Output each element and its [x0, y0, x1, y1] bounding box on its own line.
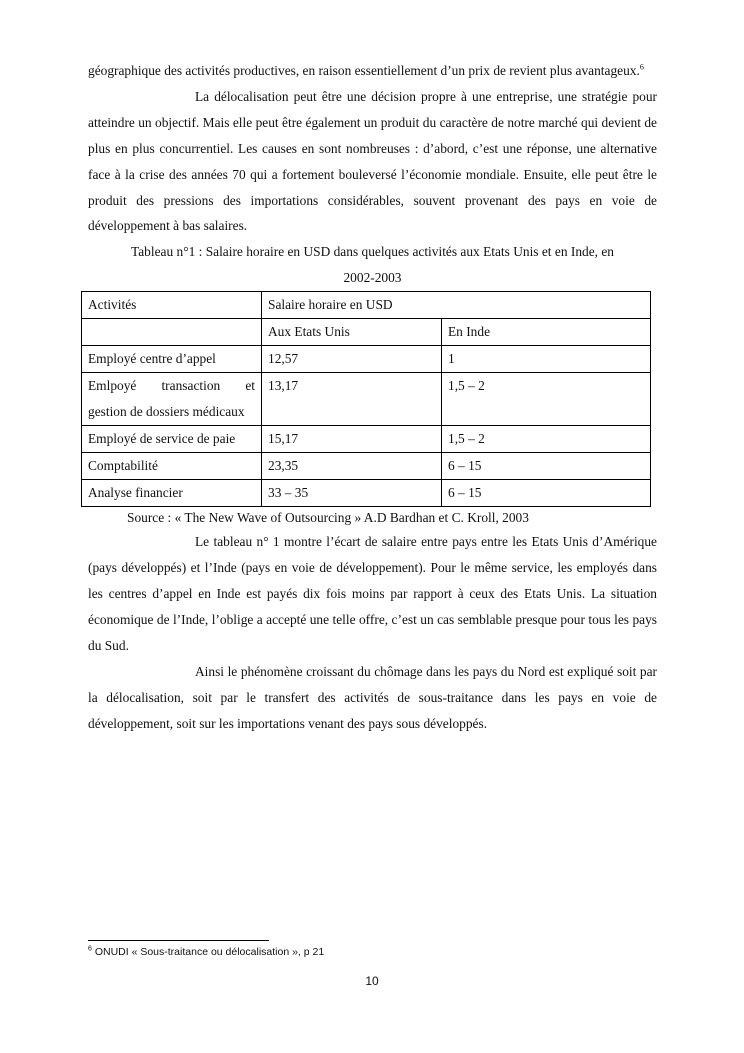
cell-activity: Employé centre d’appel — [82, 346, 262, 373]
cell-activity — [82, 373, 262, 426]
header-salaire: Salaire horaire en USD — [262, 292, 651, 319]
footnote-divider — [88, 940, 269, 941]
paragraph-delocalisation: La délocalisation peut être une décision propre à une entreprise, une stratégie pour atteindre un objectif. Mais elle peut être également un produit du caractère de notre marché qui devient de plus en plus concurrentiel. Les causes en sont nombreuses : d’abord, c’est une réponse, une alternative face à la crise des années 70 qui a fortement bouleversé l’économie mondiale. Ensuite, elle peut être le produit des pressions des importations considérables, souvent provenant des pays en voie de développement à bas salaires. — [88, 88, 657, 234]
page-number: 10 — [365, 974, 379, 988]
subheader-empty — [82, 319, 262, 346]
footnote — [88, 946, 324, 958]
cell-india: 6 – 15 — [442, 480, 651, 507]
document-body — [88, 58, 657, 736]
cell-india: 6 – 15 — [442, 453, 651, 480]
table-row — [82, 480, 651, 507]
table-caption — [88, 239, 657, 291]
table-source: Source : « The New Wave of Outsourcing » A.D Bardhan et C. Kroll, 2003 — [127, 510, 529, 526]
table-row — [82, 453, 651, 480]
table-subheader-row — [82, 319, 651, 346]
table-caption-line2: 2002-2003 — [343, 270, 402, 286]
paragraph-chomage: Ainsi le phénomène croissant du chômage dans les pays du Nord est expliqué soit par la délocalisation, soit par le transfert des activités de sous-traitance dans les pays en voie de développement, soit sur les importations venant des pays sous développés. — [88, 663, 657, 731]
cell-usa: 13,17 — [262, 373, 442, 426]
table-row — [82, 373, 651, 426]
cell-usa: 23,35 — [262, 453, 442, 480]
table-row — [82, 426, 651, 453]
footnote-text: ONUDI « Sous-traitance ou délocalisation », p 21 — [94, 946, 325, 958]
cell-india: 1,5 – 2 — [442, 373, 651, 426]
table-header-row — [82, 292, 651, 319]
cell-usa: 12,57 — [262, 346, 442, 373]
footnote-number: 6 — [88, 945, 92, 953]
table-row — [82, 346, 651, 373]
cell-india: 1 — [442, 346, 651, 373]
header-activites: Activités — [82, 292, 262, 319]
cell-activity: Employé de service de paie — [82, 426, 262, 453]
cell-activity-line2: gestion de dossiers médicaux — [88, 404, 245, 420]
cell-activity: Comptabilité — [82, 453, 262, 480]
paragraph-table-analysis: Le tableau n° 1 montre l’écart de salaire entre pays entre les Etats Unis d’Amérique (pays développés) et l’Inde (pays en voie de développement). Pour le même service, les employés dans les centres d’appel en Inde est payés dix fois moins par rapport à ceux des Etats Unis. La situation économique de l’Inde, l’oblige a accepté une telle offre, c’est un cas semblable presque pour tous les pays du Sud. — [88, 534, 657, 653]
cell-india: 1,5 – 2 — [442, 426, 651, 453]
salary-table — [81, 291, 651, 507]
cell-usa: 33 – 35 — [262, 480, 442, 507]
cell-usa: 15,17 — [262, 426, 442, 453]
subheader-india: En Inde — [442, 319, 651, 346]
cell-activity: Analyse financier — [82, 480, 262, 507]
subheader-usa: Aux Etats Unis — [262, 319, 442, 346]
table-caption-line1: Tableau n°1 : Salaire horaire en USD dans quelques activités aux Etats Unis et en Inde, en — [131, 244, 614, 260]
footnote-ref: 6 — [639, 62, 644, 72]
intro-paragraph: géographique des activités productives, en raison essentiellement d’un prix de revient plus avantageux.$^6$ — [88, 62, 644, 78]
cell-activity-line1: Emlpoyé transaction et — [88, 378, 255, 394]
